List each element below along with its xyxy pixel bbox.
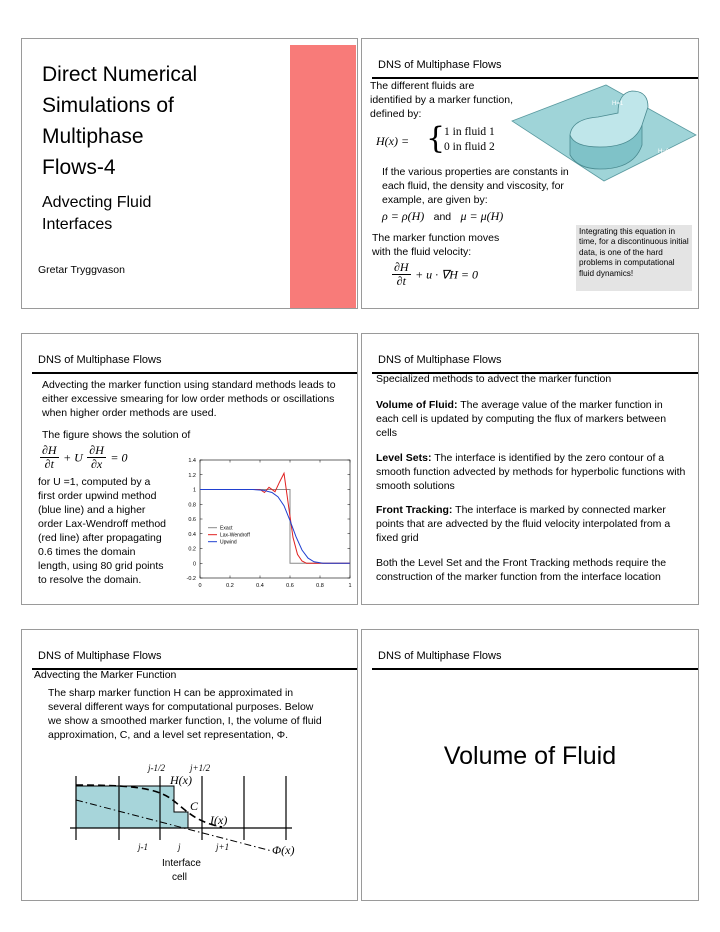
y-tick-label: 0.6 — [188, 517, 196, 523]
label-j-minus-half: j-1/2 — [148, 763, 165, 773]
method-title: Level Sets: — [376, 452, 432, 464]
y-tick-label: 0.4 — [188, 531, 196, 538]
equation-denominator: ∂t — [396, 274, 406, 288]
note-box — [576, 225, 692, 291]
slide-header: DNS of Multiphase Flows — [378, 59, 502, 71]
slide-volume-of-fluid — [361, 629, 699, 901]
method-vof — [376, 398, 676, 440]
text-line: to resolve the domain. — [38, 574, 142, 586]
slide-subtitle: Advecting the Marker Function — [34, 669, 177, 681]
slide-subtitle — [42, 192, 151, 236]
slide-big-title: Volume of Fluid — [443, 742, 617, 770]
intro-text: Specialized methods to advect the marker function — [376, 373, 612, 385]
header-rule — [372, 668, 698, 670]
label-i-of-x: I(x) — [210, 813, 228, 827]
subtitle-line: Interfaces — [42, 216, 113, 233]
y-tick-label: 1.4 — [188, 458, 196, 464]
equation-mu: μ = μ(H) — [460, 209, 504, 223]
equation-numerator: ∂H — [42, 443, 57, 457]
text-line: (red line) after propagating — [38, 532, 162, 544]
series-line-lax-wendroff — [200, 473, 350, 563]
figure-label-h1: H=1 — [612, 101, 624, 107]
paragraph: The different fluids are identified by a marker function, defined by: — [370, 80, 513, 120]
x-tick-label: 0 — [198, 583, 202, 589]
figure-label-h0: H=0 — [658, 149, 670, 155]
y-tick-label: 0.2 — [188, 546, 196, 553]
slide-marker-approximations — [21, 629, 358, 901]
equation-rho: ρ = ρ(H) — [382, 209, 425, 223]
equation-remainder: + u · ∇H = 0 — [415, 267, 478, 282]
method-level-sets — [376, 451, 686, 493]
equation-denominator: ∂x — [90, 457, 103, 471]
method-text: The interface is marked by connected marker points that are advected by the fluid velocity interpolated from a fixed grid — [376, 504, 671, 544]
slide-header: DNS of Multiphase Flows — [38, 354, 162, 366]
y-tick-label: 1.2 — [188, 472, 196, 479]
title-line: Multiphase — [42, 125, 144, 148]
label-phi-of-x: Φ(x) — [272, 843, 295, 857]
x-tick-label: 1 — [348, 583, 352, 589]
plot-frame — [200, 460, 350, 578]
text-line: first order upwind method — [38, 490, 157, 502]
method-title: Volume of Fluid: — [376, 399, 458, 411]
text-line: (blue line) and a higher — [38, 504, 146, 516]
legend-label: Lax-Wendroff — [220, 532, 250, 539]
equation-denominator: ∂t — [44, 457, 54, 471]
slide-main-title — [42, 59, 197, 183]
slide-advection-problems — [21, 333, 358, 605]
label-interface: Interface — [162, 858, 201, 869]
equation-equals-zero: = 0 — [110, 450, 128, 465]
equation-marker-definition — [376, 121, 536, 157]
text-line: length, using 80 grid points — [38, 560, 164, 572]
text-line: for U =1, computed by a — [38, 476, 151, 488]
paragraph: The marker function moves with the fluid velocity: — [372, 232, 500, 258]
x-tick-label: 0.6 — [286, 583, 294, 589]
slide-header: DNS of Multiphase Flows — [38, 650, 162, 662]
equation-1d-advection — [40, 444, 127, 471]
label-j: j — [178, 842, 181, 852]
label-j-plus-half: j+1/2 — [190, 763, 211, 773]
text-line: 0.6 times the domain — [38, 546, 136, 558]
slide-title — [21, 38, 358, 309]
equation-case-1: 1 in fluid 1 — [444, 126, 495, 138]
equation-plus-u: + U — [63, 450, 83, 465]
x-tick-label: 0.4 — [256, 583, 264, 589]
label-h-of-x: H(x) — [170, 773, 192, 787]
label-cell: cell — [172, 872, 188, 883]
x-tick-label: 0.8 — [316, 583, 324, 589]
paragraph: The sharp marker function H can be approximated in several different ways for computational purposes. Below we show a smoothed marker function, I, the volume of fluid approximation, C, and a level set representation, Φ. — [48, 687, 322, 741]
slide-specialized-methods — [361, 333, 699, 605]
method-text: The average value of the marker function in each cell is updated by computing the flux of markers between cells — [376, 399, 667, 439]
y-tick-label: 0 — [192, 561, 196, 568]
x-tick-label: 0.2 — [226, 583, 234, 589]
y-tick-label: 1 — [192, 487, 196, 494]
text-line: order Lax-Wendroff method — [38, 518, 167, 530]
y-tick-label: 0.8 — [188, 502, 196, 509]
slide-header: DNS of Multiphase Flows — [378, 650, 502, 662]
subtitle-line: Advecting Fluid — [42, 194, 152, 211]
paragraph: If the various properties are constants in each fluid, the density and viscosity, for example, are given by: — [382, 166, 569, 206]
slide-header: DNS of Multiphase Flows — [378, 354, 502, 366]
legend-label: Upwind — [220, 539, 237, 546]
method-title: Front Tracking: — [376, 504, 453, 516]
paragraph: The figure shows the solution of — [42, 429, 191, 441]
y-tick-label: -0.2 — [186, 576, 196, 582]
paragraph: Advecting the marker function using standard methods leads to either excessive smearing for low order methods or oscillations when higher order methods are used. — [42, 379, 336, 419]
legend-label: Exact — [220, 525, 233, 532]
method-front-tracking — [376, 503, 676, 545]
author: Gretar Tryggvason — [38, 264, 125, 276]
equation-lhs: H(x) = — [376, 134, 410, 148]
equation-numerator: ∂H — [89, 443, 104, 457]
title-line: Direct Numerical — [42, 63, 198, 86]
equation-numerator: ∂H — [394, 260, 409, 274]
title-line: Simulations of — [42, 94, 174, 117]
equation-properties — [382, 209, 503, 224]
and-word: and — [433, 211, 452, 223]
note-text: Integrating this equation in time, for a discontinuous initial data, is one of the hard problems in computational fluid dynamics! — [579, 227, 689, 278]
label-j-plus-1: j+1 — [216, 842, 230, 852]
advection-chart — [174, 456, 356, 596]
title-line: Flows-4 — [42, 156, 116, 179]
paragraph-figure-description — [38, 472, 196, 587]
label-c: C — [190, 799, 199, 813]
slide-marker-function — [361, 38, 699, 309]
marker-approximation-diagram — [62, 758, 332, 888]
closing-text: Both the Level Set and the Front Tracking methods require the construction of the marker function from the interface location — [376, 557, 667, 583]
label-j-minus-1: j-1 — [138, 842, 148, 852]
equation-advection — [392, 261, 478, 288]
header-rule — [32, 372, 357, 374]
decorative-bar — [290, 45, 356, 309]
method-text: The interface is identified by the zero contour of a smooth function advected by methods for hyperbolic functions with smooth solutions — [376, 452, 686, 492]
equation-case-2: 0 in fluid 2 — [444, 141, 495, 153]
brace: { — [426, 121, 446, 156]
